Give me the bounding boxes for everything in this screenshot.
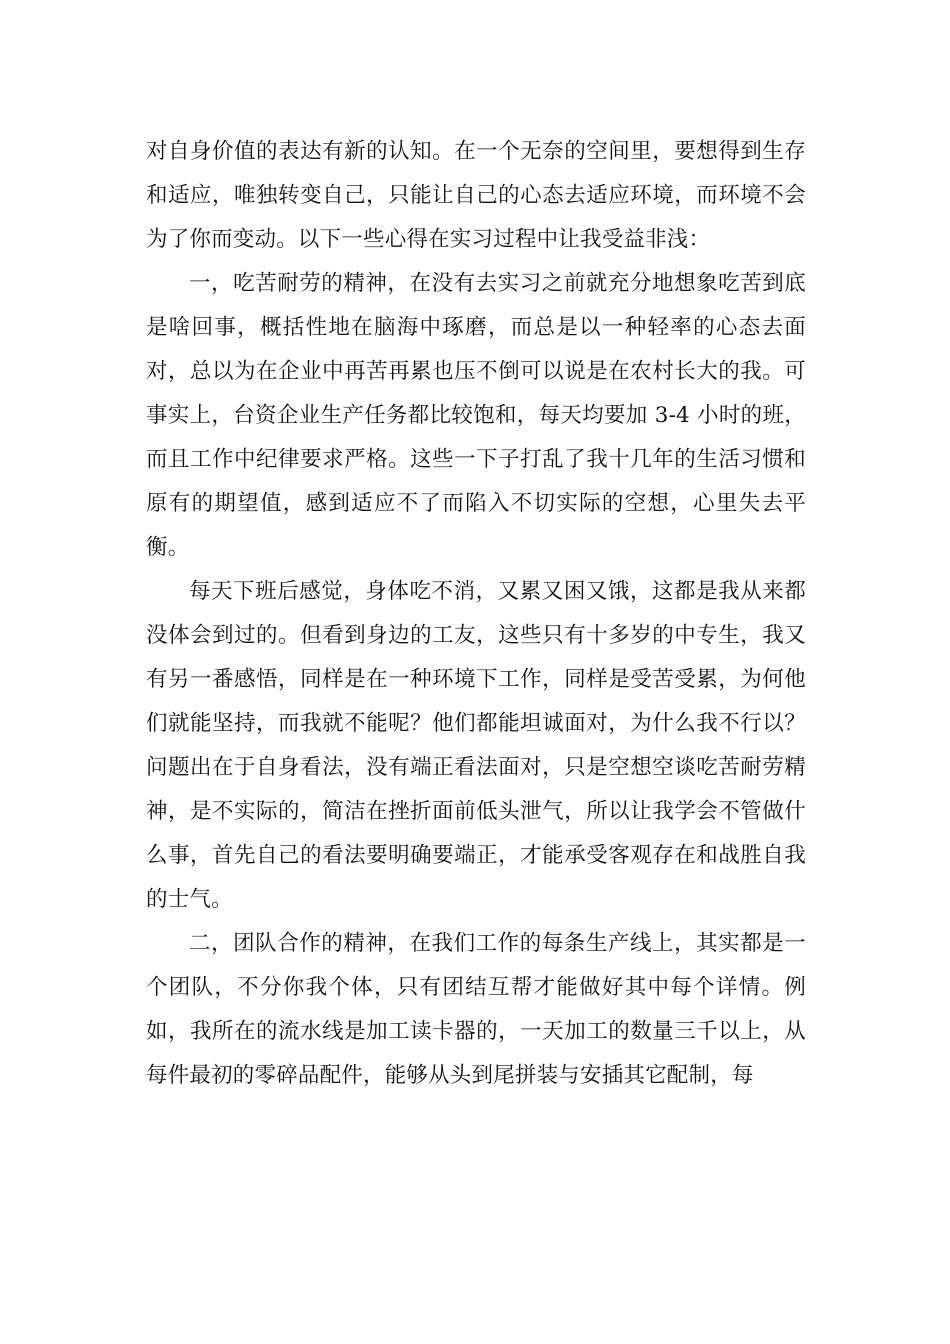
paragraph-hard-work: 一，吃苦耐劳的精神，在没有去实习之前就充分地想象吃苦到底是啥回事，概括性地在脑海中琢磨，而总是以一种轻率的心态去面对，总以为在企业中再苦再累也压不倒可以说是在农村长大的我。可事实上，台资企业生产任务都比较饱和，每天均要加 3-4 小时的班，而且工作中纪律要求严格。这些一下子打乱了我十几年的生活习惯和原有的期望值，感到适应不了而陷入不切实际的空想，心里失去平衡。	[146, 271, 806, 560]
document-body	[146, 130, 806, 1098]
paragraph-teamwork: 二，团队合作的精神，在我们工作的每条生产线上，其实都是一个团队，不分你我个体，只有团结互帮才能做好其中每个详情。例如，我所在的流水线是加工读卡器的，一天加工的数量三千以上，从每件最初的零碎品配件，能够从头到尾拼装与安插其它配制，每	[146, 931, 806, 1088]
paragraph-reflection: 每天下班后感觉，身体吃不消，又累又困又饿，这都是我从来都没体会到过的。但看到身边的工友，这些只有十多岁的中专生，我又有另一番感悟，同样是在一种环境下工作，同样是受苦受累，为何他们就能坚持，而我就不能呢？他们都能坦诚面对，为什么我不行以？问题出在于自身看法，没有端正看法面对，只是空想空谈吃苦耐劳精神，是不实际的，简洁在挫折面前低头泄气，所以让我学会不管做什么事，首先自己的看法要明确要端正，才能承受客观存在和战胜自我的士气。	[146, 579, 806, 912]
paragraph-continued: 对自身价值的表达有新的认知。在一个无奈的空间里，要想得到生存和适应，唯独转变自己，只能让自己的心态去适应环境，而环境不会为了你而变动。以下一些心得在实习过程中让我受益非浅：	[146, 139, 806, 252]
